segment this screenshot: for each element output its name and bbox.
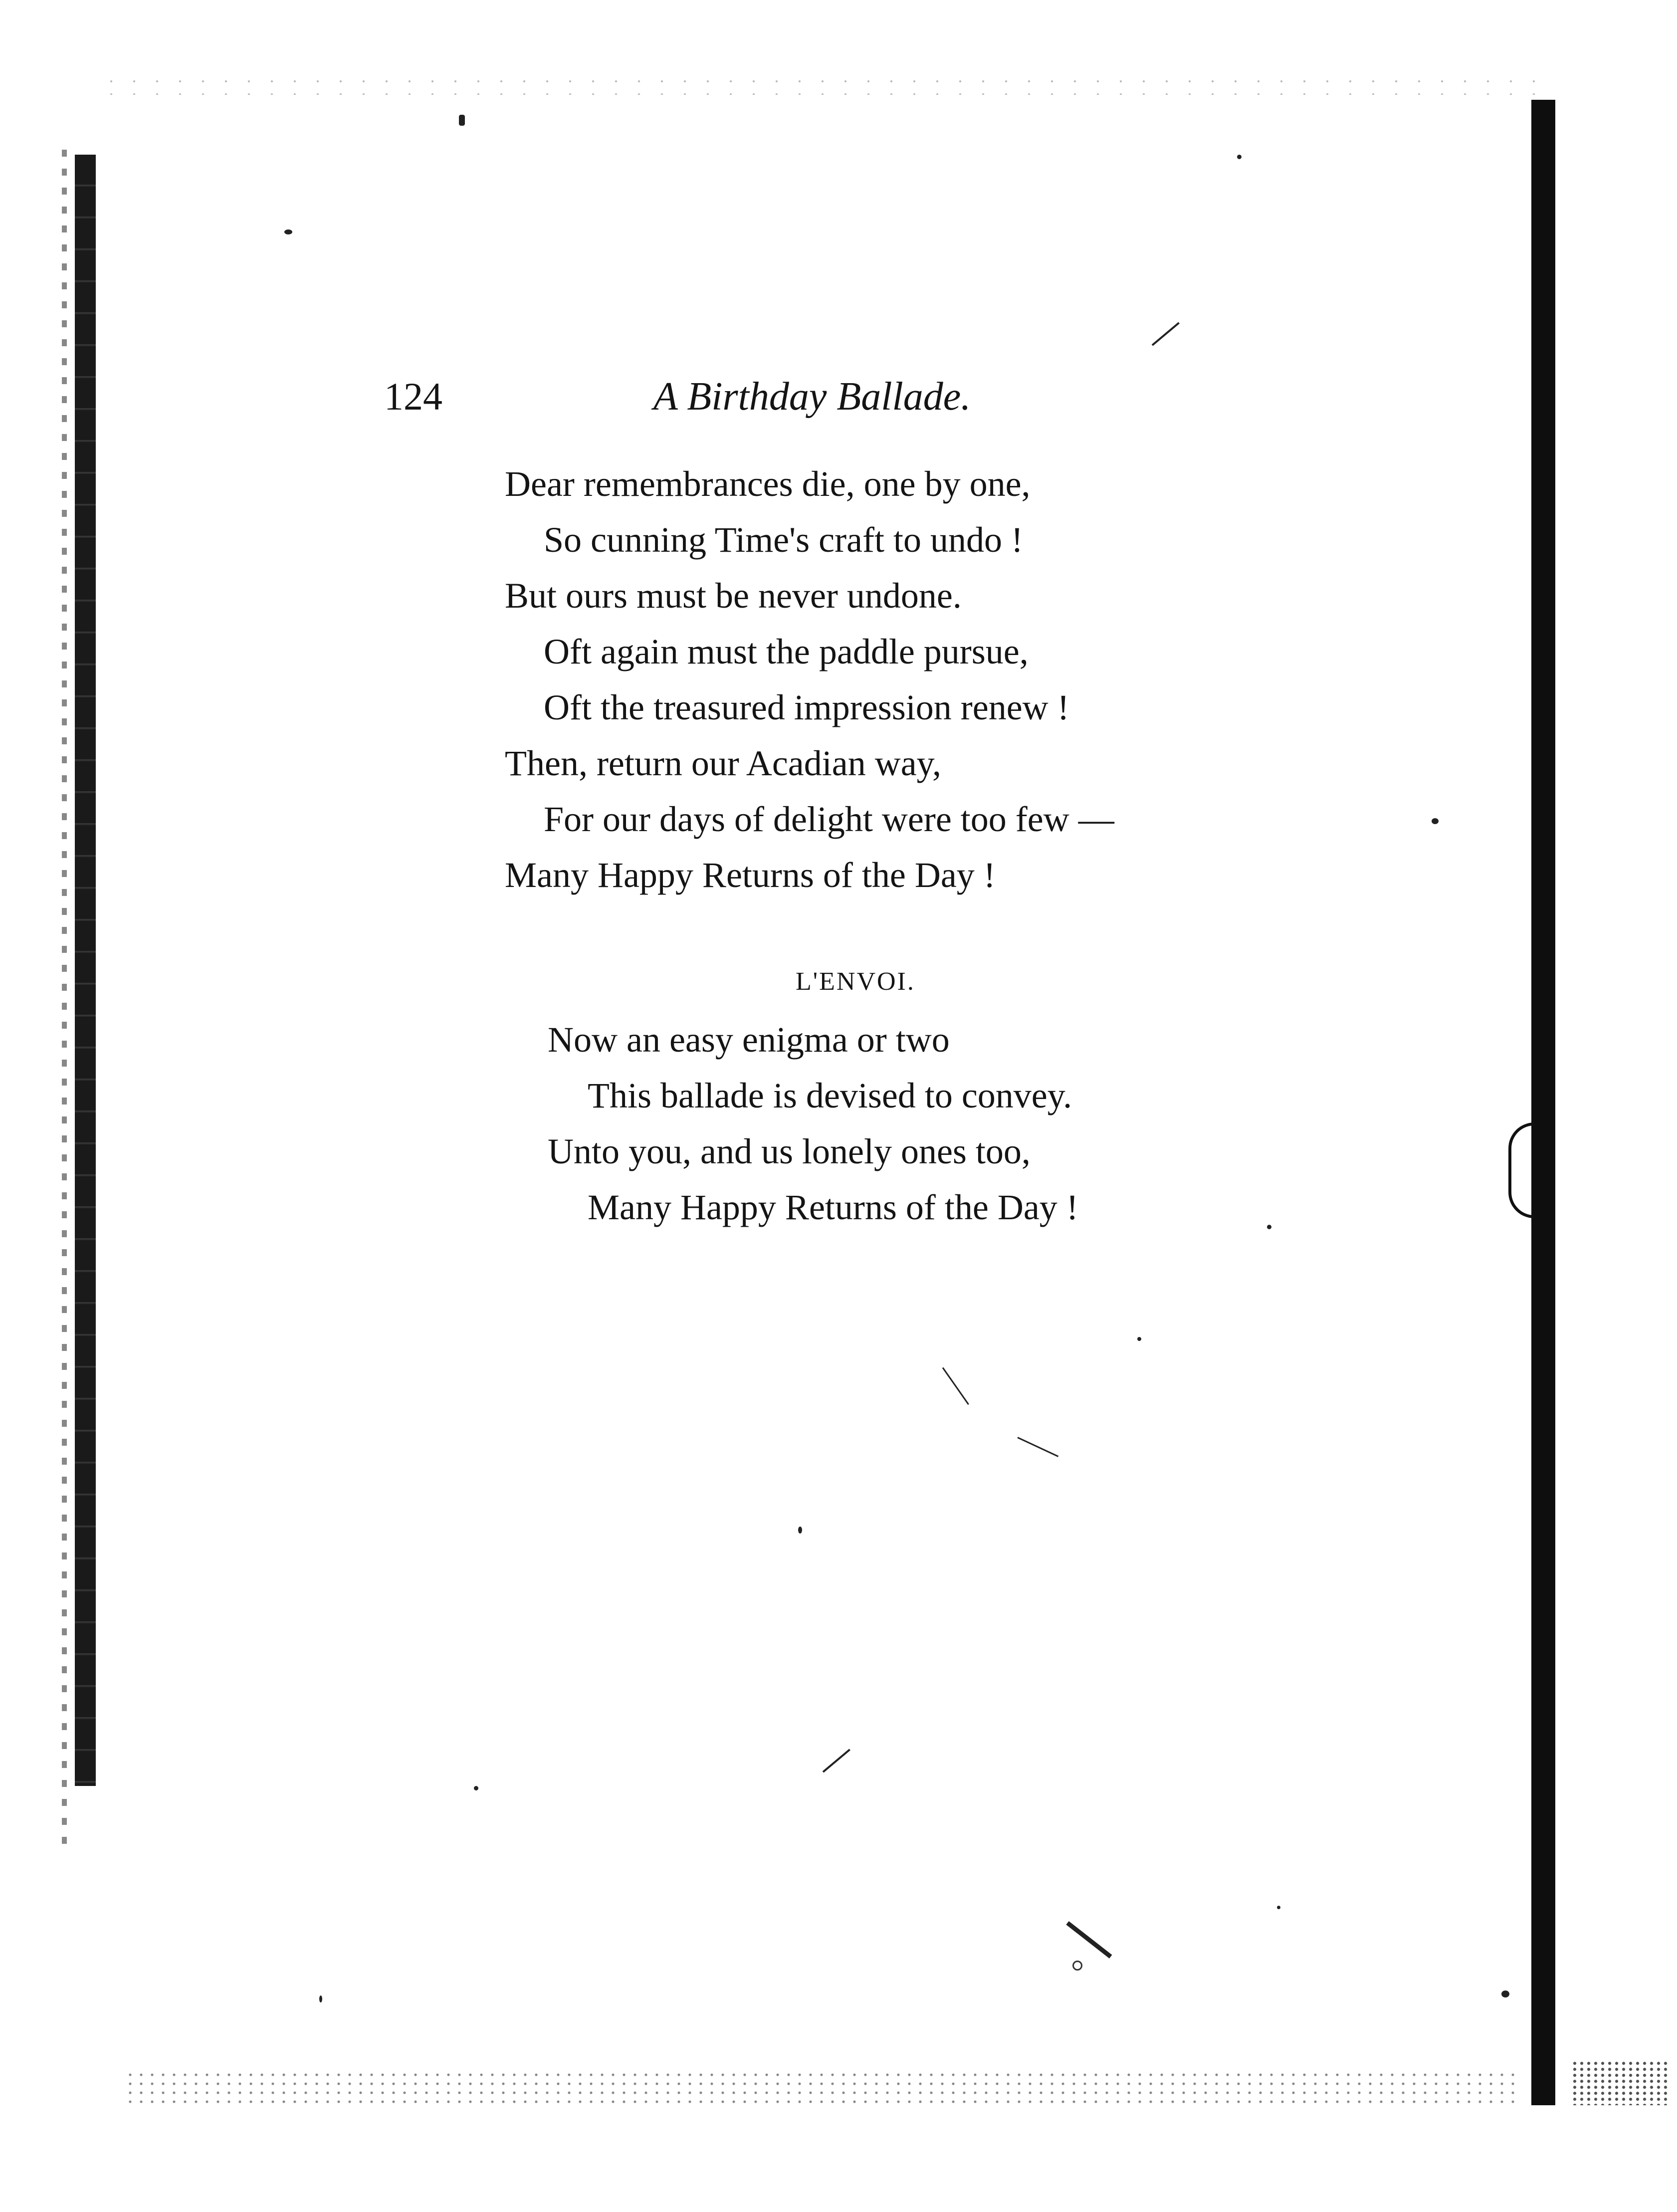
stanza-line: But ours must be never undone. xyxy=(505,576,962,616)
envoi-line: Now an easy enigma or two xyxy=(548,1020,950,1060)
pen-stroke xyxy=(823,1749,850,1772)
pen-stroke xyxy=(1152,322,1180,346)
ink-speck xyxy=(319,1995,322,2002)
ink-speck xyxy=(1137,1337,1141,1341)
bottom-scan-noise xyxy=(125,2070,1521,2105)
stanza-line: For our days of delight were too few — xyxy=(544,799,1114,839)
stanza-line: Then, return our Acadian way, xyxy=(505,743,942,783)
running-head xyxy=(384,369,1082,424)
ink-speck xyxy=(1277,1906,1280,1909)
ink-speck xyxy=(798,1527,802,1534)
envoi-heading: L'ENVOI. xyxy=(796,967,915,996)
stanza-line: So cunning Time's craft to undo ! xyxy=(544,520,1023,560)
stanza-line: Oft the treasured impression renew ! xyxy=(544,687,1069,727)
ink-speck xyxy=(459,115,465,126)
left-binding-edge xyxy=(75,155,96,1786)
top-scan-noise xyxy=(100,75,1546,95)
pen-stroke xyxy=(1066,1921,1112,1959)
stanza-line: Oft again must the paddle pursue, xyxy=(544,632,1029,671)
pen-stroke xyxy=(1017,1437,1058,1457)
envoi-line: Many Happy Returns of the Day ! xyxy=(588,1187,1078,1227)
binding-edge-dashes xyxy=(62,150,67,1846)
page-edge-curl xyxy=(1508,1122,1534,1218)
page-number: 124 xyxy=(384,375,442,418)
envoi-line: This ballade is devised to convey. xyxy=(588,1076,1072,1115)
ink-speck xyxy=(284,229,292,234)
running-title: A Birthday Ballade. xyxy=(653,375,971,419)
ink-ring xyxy=(1072,1961,1082,1971)
stanza-line: Dear remembrances die, one by one, xyxy=(505,464,1031,504)
stanza-line: Many Happy Returns of the Day ! xyxy=(505,855,996,895)
pen-stroke xyxy=(942,1367,969,1405)
ink-speck xyxy=(1501,1991,1509,1997)
right-page-edge xyxy=(1531,100,1555,2105)
ink-speck xyxy=(1237,155,1242,159)
ink-speck xyxy=(1432,818,1439,824)
ink-speck xyxy=(474,1786,478,1790)
ink-speck xyxy=(1267,1225,1271,1229)
corner-smudge xyxy=(1571,2060,1671,2105)
envoi-line: Unto you, and us lonely ones too, xyxy=(548,1131,1031,1171)
